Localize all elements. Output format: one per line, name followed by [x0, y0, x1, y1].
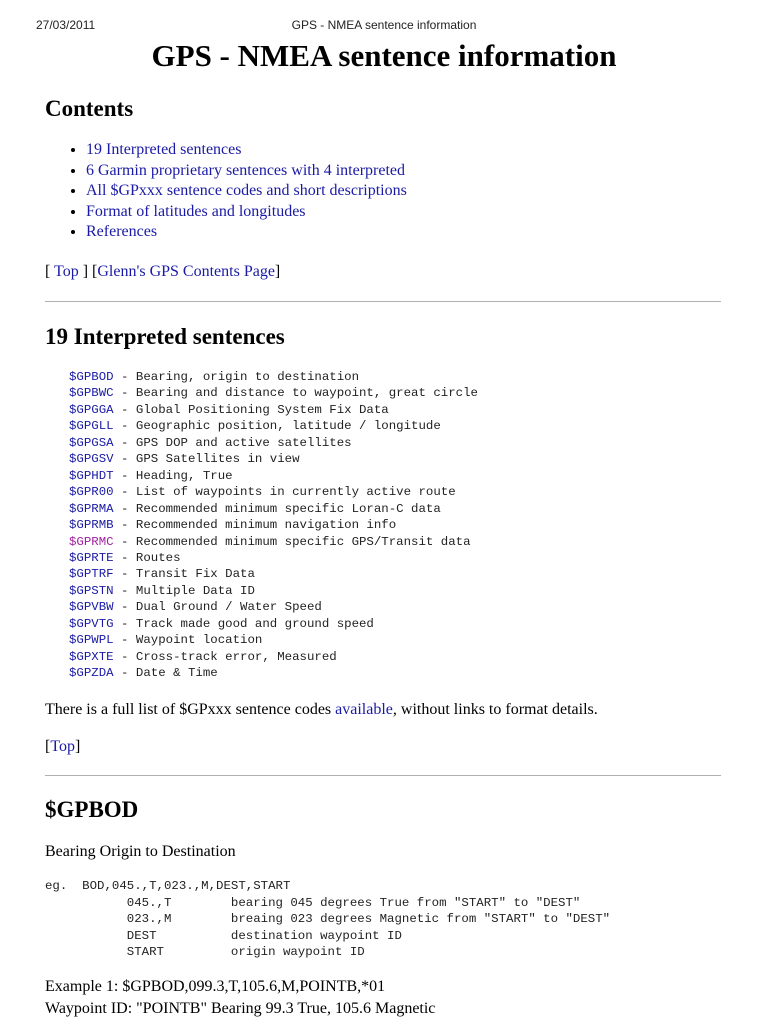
- sentence-row: $GPRMA - Recommended minimum specific Loran-C data: [69, 501, 441, 516]
- sentence-row: $GPRTE - Routes: [69, 550, 181, 565]
- sentence-link-gprte[interactable]: $GPRTE: [69, 550, 114, 565]
- section-heading-gpbod: $GPBOD: [45, 797, 139, 822]
- sentence-link-gpstn[interactable]: $GPSTN: [69, 583, 114, 598]
- sentence-row: $GPVTG - Track made good and ground speed: [69, 616, 374, 631]
- toc-item: [86, 161, 407, 182]
- sentence-link-gpgsa[interactable]: $GPGSA: [69, 435, 114, 450]
- toc-link-interpreted[interactable]: 19 Interpreted sentences: [86, 141, 242, 158]
- sentence-row: $GPRMC - Recommended minimum specific GPS/Transit data: [69, 534, 471, 549]
- page-title: GPS - NMEA sentence information: [151, 38, 617, 73]
- glenn-contents-link[interactable]: Glenn's GPS Contents Page: [97, 263, 275, 280]
- divider-2: [45, 775, 721, 776]
- sentence-row: $GPBOD - Bearing, origin to destination: [69, 370, 359, 384]
- sentence-list: [69, 369, 478, 682]
- sentence-row: $GPGLL - Geographic position, latitude / longitude: [69, 419, 441, 434]
- sentence-link-gphdt[interactable]: $GPHDT: [69, 468, 114, 483]
- sentence-link-gpgga[interactable]: $GPGGA: [69, 402, 114, 417]
- full-list-note: There is a full list of $GPxxx sentence codes available, without links to format details.: [45, 701, 598, 718]
- sentence-row: $GPXTE - Cross-track error, Measured: [69, 649, 337, 664]
- top-nav-2: [Top]: [45, 738, 81, 755]
- toc-item: [86, 140, 407, 161]
- top-link[interactable]: Top: [54, 263, 79, 280]
- sentence-row: $GPHDT - Heading, True: [69, 468, 233, 483]
- sentence-row: $GPSTN - Multiple Data ID: [69, 583, 255, 598]
- top-nav: [ Top ] [Glenn's GPS Contents Page]: [45, 263, 281, 280]
- sentence-link-gpbwc[interactable]: $GPBWC: [69, 386, 114, 401]
- sentence-row: $GPVBW - Dual Ground / Water Speed: [69, 600, 322, 615]
- sentence-link-gptrf[interactable]: $GPTRF: [69, 567, 114, 582]
- sentence-row: $GPBWC - Bearing and distance to waypoint, great circle: [69, 386, 478, 401]
- top-link-2[interactable]: Top: [50, 738, 75, 755]
- gpbod-subtitle: Bearing Origin to Destination: [45, 843, 236, 860]
- available-link[interactable]: available: [335, 701, 393, 718]
- section-heading-interpreted: 19 Interpreted sentences: [45, 324, 285, 349]
- sentence-link-gpvbw[interactable]: $GPVBW: [69, 600, 114, 615]
- sentence-link-gpgsv[interactable]: $GPGSV: [69, 452, 114, 467]
- sentence-row: $GPRMB - Recommended minimum navigation info: [69, 518, 397, 533]
- sentence-row: $GPGGA - Global Positioning System Fix Data: [69, 402, 389, 417]
- sentence-row: $GPR00 - List of waypoints in currently active route: [69, 485, 456, 500]
- sentence-row: $GPGSA - GPS DOP and active satellites: [69, 435, 352, 450]
- gpbod-example-block: eg. BOD,045.,T,023.,M,DEST,START 045.,T bearing 045 degrees True from "START" to "DEST" 023.,M breaing 023 degrees Magnetic from "START" to "DEST" DEST destination waypoint ID START origin waypoint ID: [45, 879, 611, 960]
- toc-item: [86, 202, 407, 223]
- sentence-link-gprmb[interactable]: $GPRMB: [69, 518, 114, 533]
- print-date: 27/03/2011: [36, 18, 96, 32]
- print-title: GPS - NMEA sentence information: [291, 18, 477, 32]
- sentence-link-gpgll[interactable]: $GPGLL: [69, 419, 114, 434]
- sentence-link-gpzda[interactable]: $GPZDA: [69, 666, 114, 681]
- toc-link-lat-long[interactable]: Format of latitudes and longitudes: [86, 202, 306, 220]
- contents-heading: Contents: [45, 96, 134, 121]
- toc-link-references[interactable]: References: [86, 223, 158, 241]
- toc-item: [86, 181, 407, 202]
- sentence-row: $GPWPL - Waypoint location: [69, 633, 263, 648]
- example-1: Example 1: $GPBOD,099.3,T,105.6,M,POINTB,*01: [45, 978, 386, 995]
- toc-item: [86, 222, 407, 243]
- sentence-link-gprmc[interactable]: $GPRMC: [69, 534, 114, 549]
- divider: [45, 301, 721, 302]
- contents-list: [45, 140, 407, 243]
- sentence-link-gpwpl[interactable]: $GPWPL: [69, 633, 114, 648]
- sentence-link-gpxte[interactable]: $GPXTE: [69, 649, 114, 664]
- toc-link-all-codes[interactable]: All $GPxxx sentence codes and short descriptions: [86, 182, 407, 200]
- sentence-link-gprma[interactable]: $GPRMA: [69, 501, 114, 516]
- sentence-link-gpbod[interactable]: $GPBOD: [69, 370, 114, 384]
- sentence-row: $GPTRF - Transit Fix Data: [69, 567, 255, 582]
- waypoint-info: Waypoint ID: "POINTB" Bearing 99.3 True, 105.6 Magnetic: [45, 1000, 436, 1017]
- sentence-link-gpr00[interactable]: $GPR00: [69, 485, 114, 500]
- toc-link-garmin[interactable]: 6 Garmin proprietary sentences with 4 interpreted: [86, 161, 405, 179]
- sentence-row: $GPGSV - GPS Satellites in view: [69, 452, 300, 467]
- sentence-link-gpvtg[interactable]: $GPVTG: [69, 616, 114, 631]
- sentence-row: $GPZDA - Date & Time: [69, 666, 218, 681]
- print-header: [0, 18, 768, 36]
